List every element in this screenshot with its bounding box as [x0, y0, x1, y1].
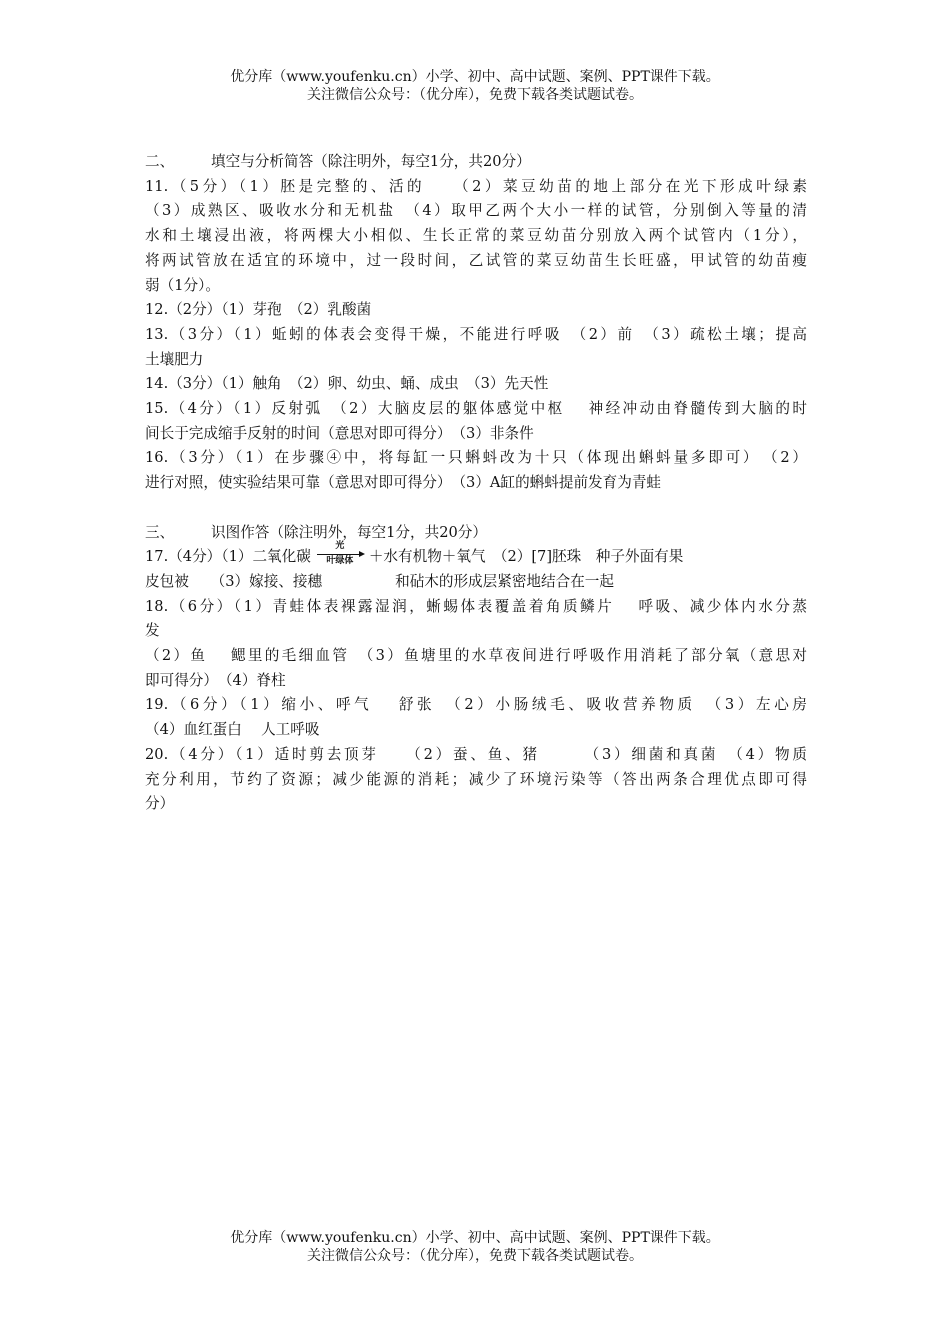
question-12: 12.（2分）（1）芽孢 （2）乳酸菌 — [145, 301, 372, 319]
header-line-1: 优分库（www.youfenku.cn）小学、初中、高中试题、案例、PPT课件下载。 — [230, 69, 720, 85]
footer-line-2: 关注微信公众号：（优分库），免费下载各类试题试卷。 — [307, 1248, 643, 1264]
q20-line-2: 充分利用，节约了资源；减少能源的消耗；减少了环境污染等（答出两条合理优点即可得 — [145, 770, 807, 788]
question-18 — [145, 595, 807, 694]
question-16 — [145, 446, 807, 495]
question-17 — [145, 541, 807, 594]
q11-line-1: 11.（5分）（1）胚是完整的、活的 （2）菜豆幼苗的地上部分在光下形成叶绿素 — [145, 177, 807, 195]
footer-line-1: 优分库（www.youfenku.cn）小学、初中、高中试题、案例、PPT课件下载。 — [230, 1230, 720, 1246]
question-15 — [145, 397, 807, 446]
q18-line-2: 发 — [145, 622, 160, 640]
arrow-condition-bottom: 叶绿体 — [326, 556, 354, 567]
question-14: 14.（3分）（1）触角 （2）卵、幼虫、蛹、成虫 （3）先天性 — [145, 375, 549, 393]
question-19 — [145, 693, 807, 742]
q17-line-1-start: 17.（4分）（1）二氧化碳 — [145, 548, 311, 566]
q15-line-2: 间长于完成缩手反射的时间（意思对即可得分） （3）非条件 — [145, 424, 534, 442]
page-footer — [0, 1229, 950, 1265]
section-3-heading — [145, 521, 807, 546]
q16-line-2: 进行对照，使实验结果可靠（意思对即可得分） （3）A缸的蝌蚪提前发育为青蛙 — [145, 474, 662, 492]
q15-line-1: 15.（4分）（1）反射弧 （2）大脑皮层的躯体感觉中枢 神经冲动由脊髓传到大脑的时 — [145, 400, 807, 418]
section-2-title: 填空与分析简答（除注明外，每空1分，共20分） — [211, 153, 531, 170]
question-13 — [145, 323, 807, 372]
q11-line-3: 水和土壤浸出液，将两棵大小相似、生长正常的菜豆幼苗分别放入两个试管内（1分）， — [145, 227, 807, 245]
section-3-title: 识图作答（除注明外，每空1分，共20分） — [211, 523, 487, 541]
q19-line-2: （4）血红蛋白 人工呼吸 — [145, 721, 320, 739]
q18-line-1: 18.（6分）（1）青蛙体表裸露湿润，蜥蜴体表覆盖着角质鳞片 呼吸、减少体内水分蒸 — [145, 597, 807, 615]
section-2-heading — [145, 150, 807, 175]
q11-line-4: 将两试管放在适宜的环境中，过一段时间，乙试管的菜豆幼苗生长旺盛，甲试管的幼苗瘦 — [145, 251, 807, 269]
spacer — [145, 496, 807, 521]
q11-line-5: 弱（1分）。 — [145, 276, 220, 294]
question-20 — [145, 743, 807, 817]
q18-line-3: （2）鱼 鳃里的毛细血管 （3）鱼塘里的水草夜间进行呼吸作用消耗了部分氧（意思对 — [145, 647, 807, 665]
q17-line-2: 皮包被 （3）嫁接、接穗 和砧木的形成层紧密地结合在一起 — [145, 572, 614, 590]
q13-line-1: 13.（3分）（1）蚯蚓的体表会变得干燥，不能进行呼吸 （2）前 （3）疏松土壤；提高 — [145, 325, 807, 343]
q16-line-1: 16.（3分）（1）在步骤④中，将每缸一只蝌蚪改为十只（体现出蝌蚪量多即可） （2） — [145, 449, 807, 467]
q20-line-3: 分） — [145, 795, 175, 813]
q18-line-4: 即可得分） （4）脊柱 — [145, 671, 286, 689]
section-2-number: 二、 — [145, 153, 175, 170]
arrow-condition-top: 光 — [335, 541, 345, 552]
section-3-number: 三、 — [145, 523, 175, 541]
q11-line-2: （3）成熟区、吸收水分和无机盐 （4）取甲乙两个大小一样的试管，分别倒入等量的清 — [145, 202, 807, 220]
q17-line-1-end: ＋水有机物＋氧气 （2）[7]胚珠 种子外面有果 — [368, 548, 684, 566]
q20-line-1: 20.（4分）（1）适时剪去顶芽 （2）蚕、鱼、猪 （3）细菌和真菌 （4）物质 — [145, 745, 807, 763]
q13-line-2: 土壤肥力 — [145, 350, 204, 368]
q17-line-1 — [145, 541, 807, 570]
question-11 — [145, 175, 807, 299]
answer-content — [145, 150, 807, 817]
reaction-arrow-icon — [315, 541, 365, 567]
page-header — [0, 68, 950, 104]
header-line-2: 关注微信公众号：（优分库），免费下载各类试题试卷。 — [307, 87, 643, 103]
q19-line-1: 19.（6分）（1）缩小、呼气 舒张 （2）小肠绒毛、吸收营养物质 （3）左心房 — [145, 696, 807, 714]
